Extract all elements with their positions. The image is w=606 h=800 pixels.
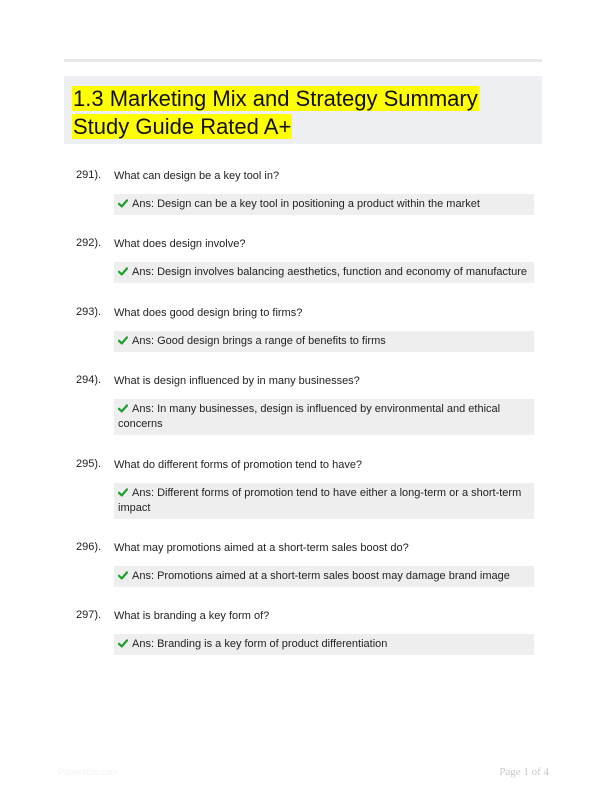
question-text: What is branding a key form of? — [114, 610, 270, 622]
top-divider — [64, 59, 542, 62]
answer-text: Ans: Design involves balancing aesthetics, function and economy of manufacture — [132, 266, 528, 278]
question-text: What is design influenced by in many businesses? — [114, 375, 360, 387]
answer-box — [114, 399, 534, 435]
answer-box — [114, 634, 534, 655]
check-icon — [118, 199, 128, 208]
answer-text: Ans: Design can be a key tool in positioning a product within the market — [132, 198, 480, 210]
answer-box — [114, 262, 534, 283]
answer-text: Ans: In many businesses, design is influenced by environmental and ethical concerns — [118, 403, 501, 430]
title-block — [64, 76, 542, 144]
question-number: 292). — [76, 237, 102, 249]
question-text: What may promotions aimed at a short-term sales boost do? — [114, 542, 409, 554]
question-number: 291). — [76, 169, 102, 181]
check-icon — [118, 267, 128, 276]
question-number: 294). — [76, 374, 102, 386]
question-number: 296). — [76, 541, 102, 553]
answer-box — [114, 483, 534, 519]
question-text: What can design be a key tool in? — [114, 170, 280, 182]
footer-watermark: Paperstbc.com — [58, 767, 119, 777]
answer-box — [114, 194, 534, 215]
answer-box — [114, 566, 534, 587]
answer-box — [114, 331, 534, 352]
answer-text: Ans: Good design brings a range of benefits to firms — [132, 335, 386, 347]
check-icon — [118, 571, 128, 580]
check-icon — [118, 488, 128, 497]
check-icon — [118, 404, 128, 413]
question-text: What does good design bring to firms? — [114, 307, 303, 319]
question-text: What does design involve? — [114, 238, 246, 250]
answer-text: Ans: Different forms of promotion tend to have either a long-term or a short-term impact — [118, 487, 522, 514]
question-number: 295). — [76, 458, 102, 470]
page-title-text: 1.3 Marketing Mix and Strategy Summary Study Guide Rated A+ — [73, 86, 478, 139]
answer-text: Ans: Promotions aimed at a short-term sales boost may damage brand image — [132, 570, 510, 582]
question-number: 293). — [76, 306, 102, 318]
check-icon — [118, 639, 128, 648]
answer-text: Ans: Branding is a key form of product differentiation — [132, 638, 388, 650]
question-text: What do different forms of promotion tend to have? — [114, 459, 363, 471]
question-number: 297). — [76, 609, 102, 621]
page-title — [72, 85, 534, 141]
check-icon — [118, 336, 128, 345]
page-indicator: Page 1 of 4 — [499, 766, 549, 778]
